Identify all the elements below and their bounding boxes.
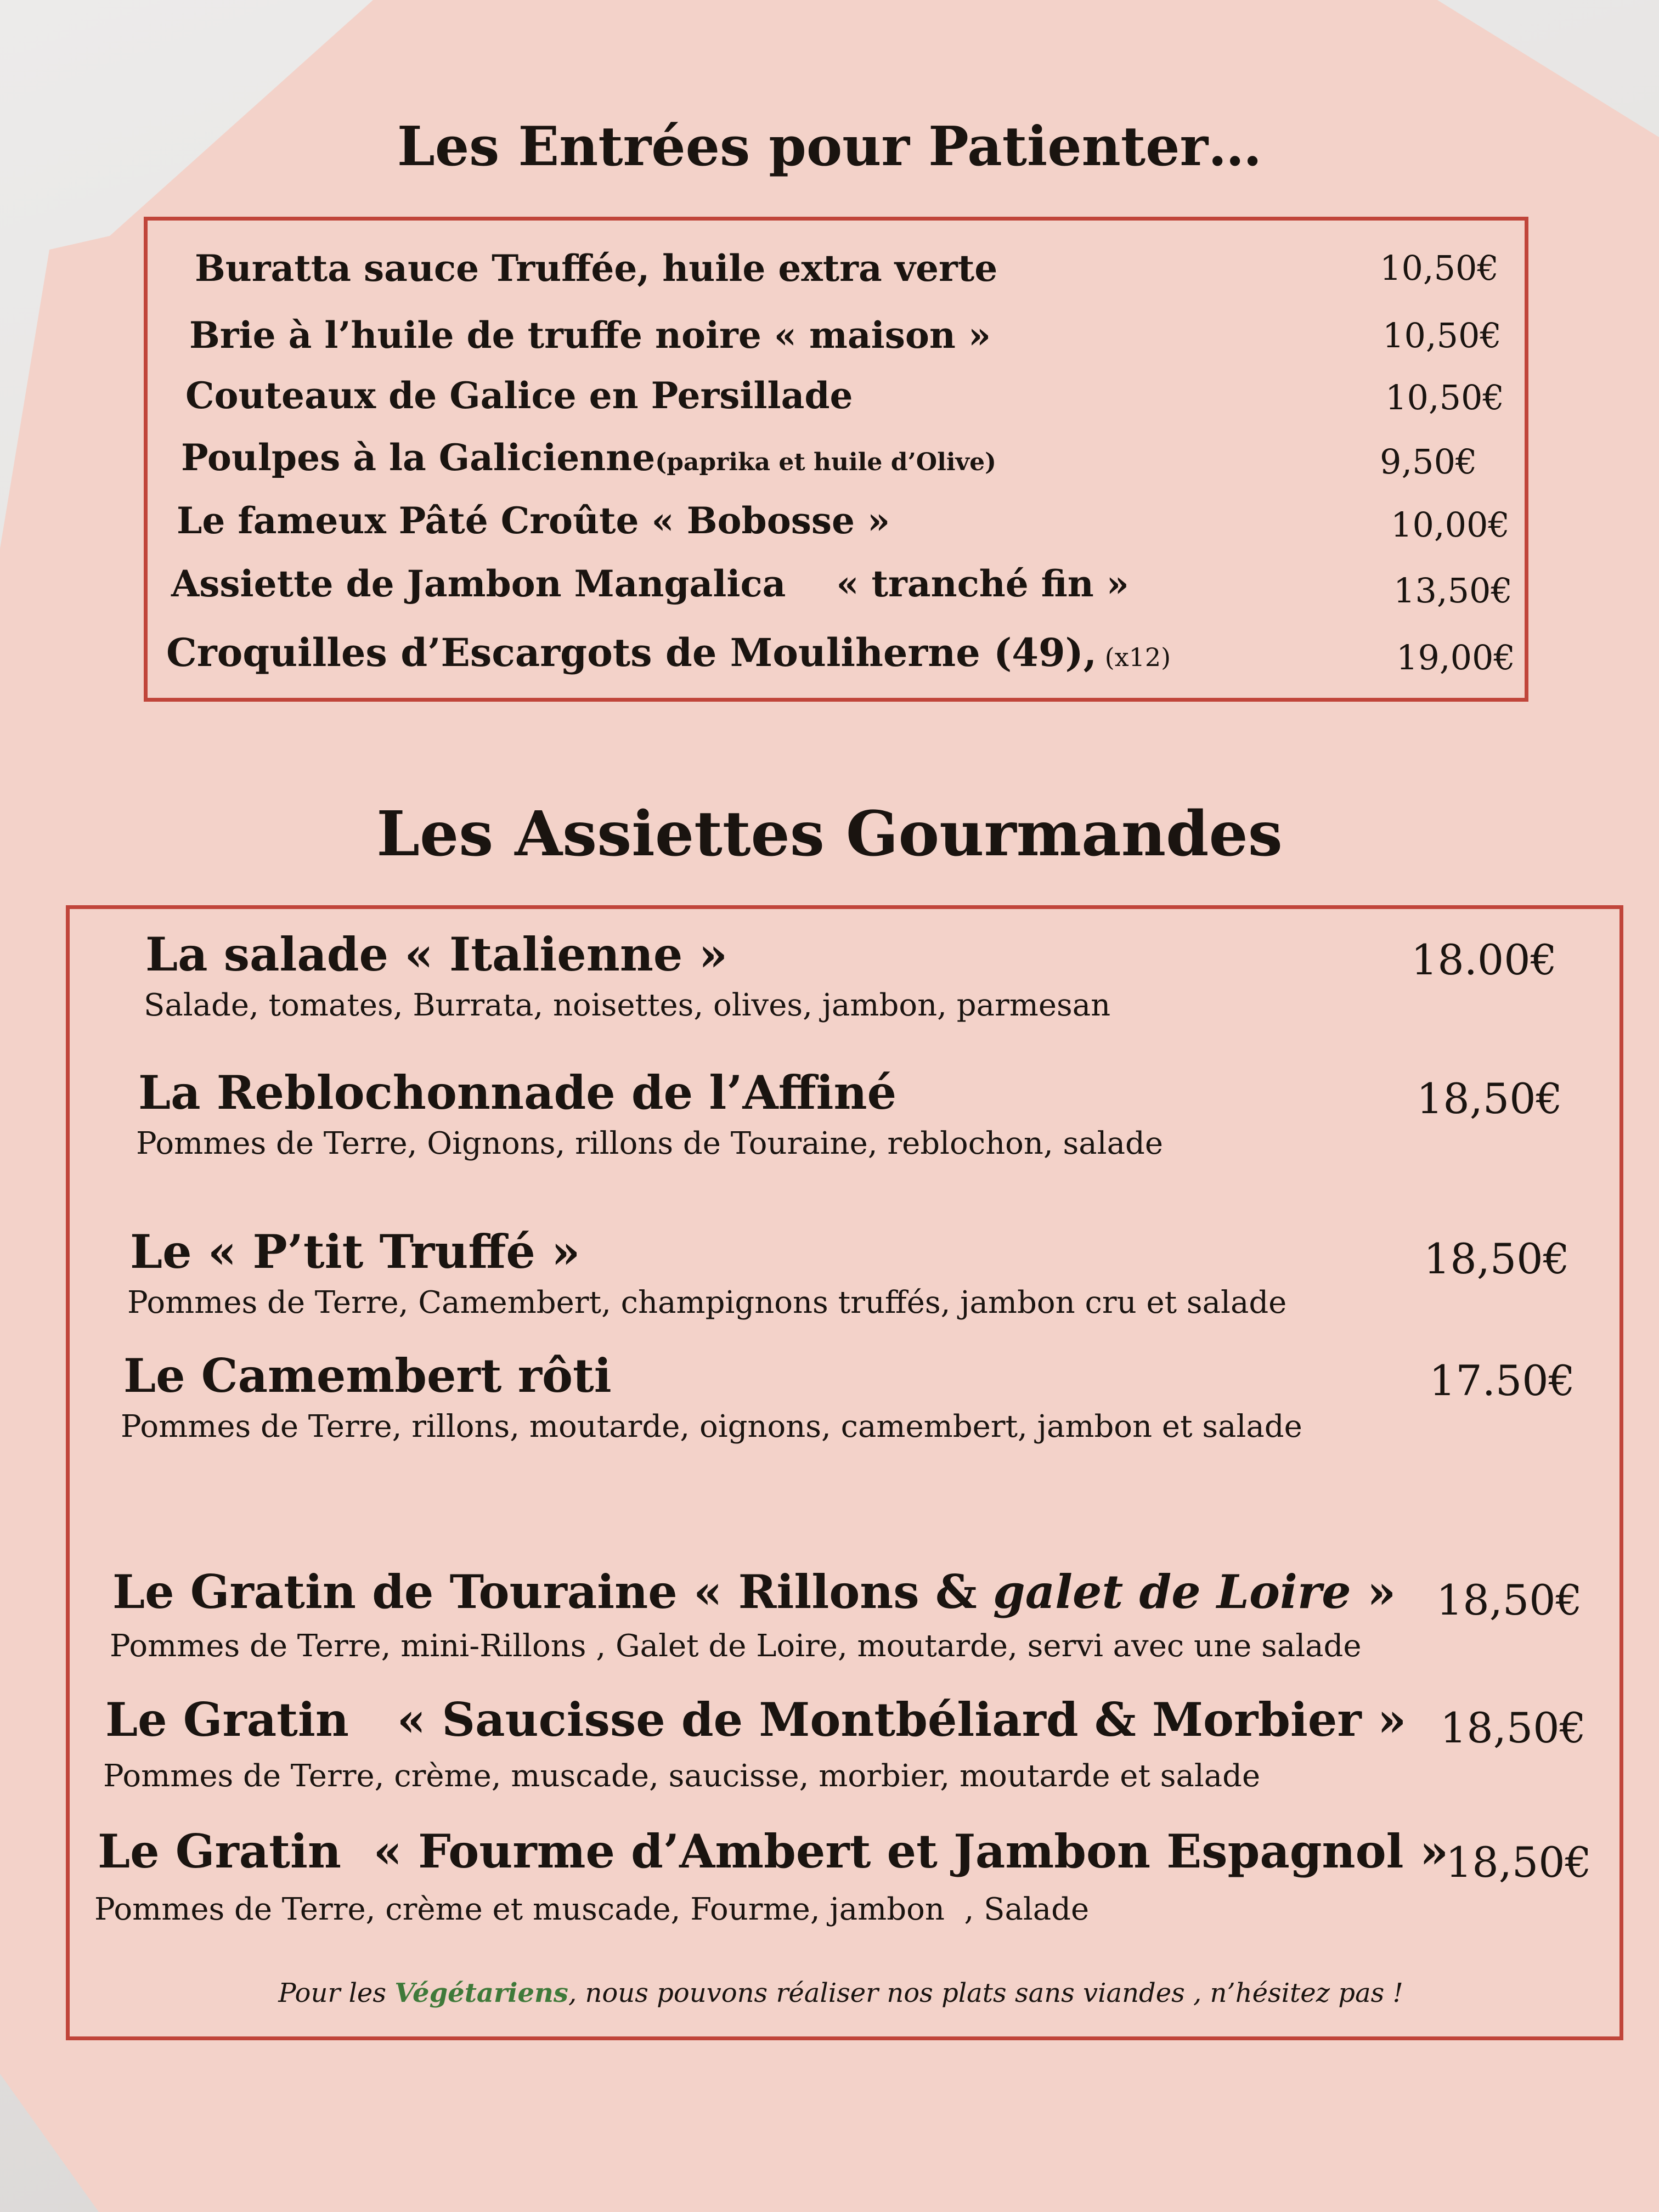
dish-description: Pommes de Terre, Oignons, rillons de Touraine, reblochon, salade (136, 1126, 1163, 1161)
dish-price: 18,50€ (1424, 1234, 1570, 1283)
dish-name: Le « P’tit Truffé » (130, 1224, 580, 1279)
dish-price: 17.50€ (1429, 1356, 1575, 1405)
dish-name: La Reblochonnade de l’Affiné (138, 1065, 897, 1120)
entree-item-name: Couteaux de Galice en Persillade (185, 374, 853, 417)
entree-item-price: 10,50€ (1383, 315, 1502, 356)
entrees-title: Les Entrées pour Patienter… (397, 115, 1262, 178)
dish-name: Le Gratin « Fourme d’Ambert et Jambon Espagnol » (98, 1824, 1449, 1878)
entree-item-price: 9,50€ (1380, 442, 1477, 482)
dish-price: 18,50€ (1440, 1703, 1586, 1752)
dish-description: Pommes de Terre, rillons, moutarde, oignons, camembert, jambon et salade (121, 1409, 1302, 1444)
dish-description: Pommes de Terre, mini-Rillons , Galet de Loire, moutarde, servi avec une salade (110, 1628, 1362, 1664)
dish-description: Pommes de Terre, crème, muscade, saucisse, morbier, moutarde et salade (103, 1758, 1261, 1794)
dish-description: Pommes de Terre, crème et muscade, Fourme, jambon , Salade (94, 1892, 1090, 1927)
dish-price: 18,50€ (1436, 1576, 1582, 1624)
dish-description: Pommes de Terre, Camembert, champignons truffés, jambon cru et salade (127, 1285, 1287, 1321)
entree-item-name: Brie à l’huile de truffe noire « maison » (189, 314, 991, 357)
entree-item-name: Assiette de Jambon Mangalica « tranché fin » (171, 562, 1129, 605)
entree-item-note: (paprika et huile d’Olive) (655, 448, 996, 476)
vegetarian-note: Pour les Végétariens, nous pouvons réaliser nos plats sans viandes , n’hésitez pas ! (278, 1978, 1403, 2008)
dish-description: Salade, tomates, Burrata, noisettes, olives, jambon, parmesan (144, 988, 1111, 1023)
dish-price: 18,50€ (1446, 1838, 1592, 1887)
entree-item-name: Le fameux Pâté Croûte « Bobosse » (177, 499, 890, 542)
dish-name: Le Gratin de Touraine « Rillons & galet de Loire » (112, 1565, 1396, 1619)
assiettes-title: Les Assiettes Gourmandes (376, 798, 1283, 870)
entree-item-price: 10,00€ (1391, 505, 1510, 545)
dish-name: Le Gratin « Saucisse de Montbéliard & Morbier » (105, 1692, 1407, 1747)
entree-item-price: 10,50€ (1385, 377, 1504, 417)
entree-item-note: (x12) (1097, 642, 1171, 672)
dish-price: 18,50€ (1417, 1074, 1562, 1123)
entree-item-name: Buratta sauce Truffée, huile extra verte (195, 247, 998, 290)
dish-name: La salade « Italienne » (145, 927, 728, 981)
entree-item-name: Croquilles d’Escargots de Mouliherne (49), (x12) (166, 630, 1171, 675)
dish-price: 18.00€ (1411, 935, 1557, 984)
entree-item-price: 13,50€ (1393, 571, 1513, 611)
entree-item-price: 10,50€ (1380, 248, 1499, 288)
entree-item-name: Poulpes à la Galicienne(paprika et huile d’Olive) (181, 436, 996, 479)
entree-item-price: 19,00€ (1396, 637, 1515, 678)
dish-name: Le Camembert rôti (123, 1348, 612, 1403)
